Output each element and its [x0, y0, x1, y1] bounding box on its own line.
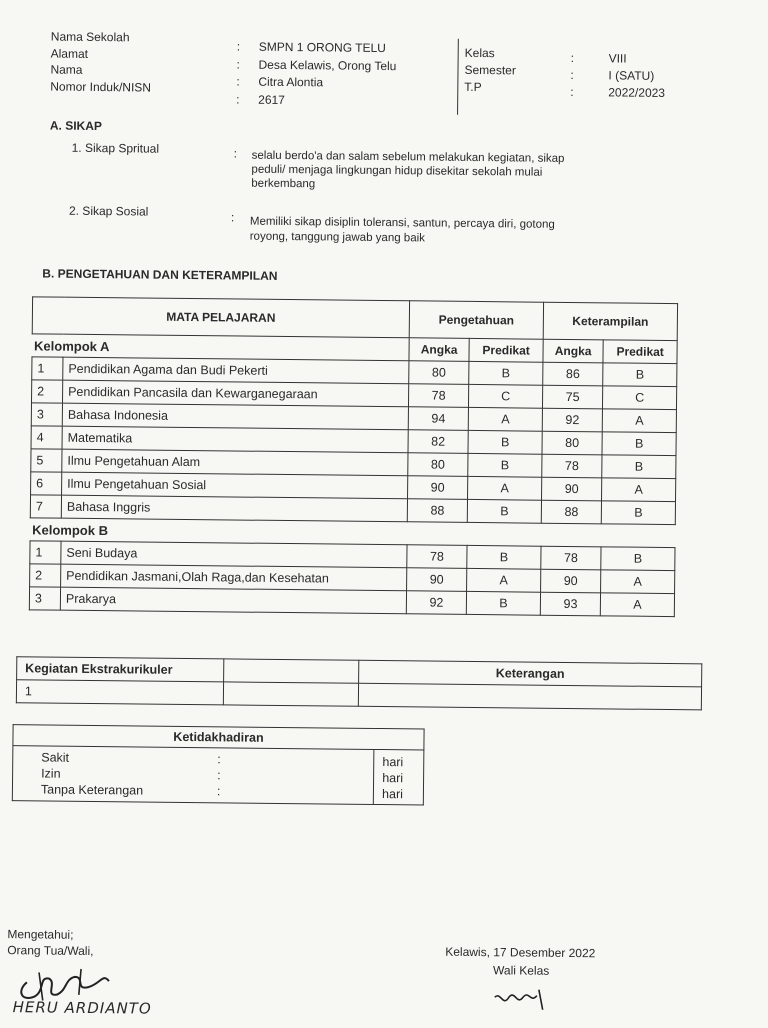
row-number: 1 — [30, 541, 61, 564]
subject-name: Pendidikan Jasmani,Olah Raga,dan Kesehatan — [61, 564, 407, 591]
row-number: 6 — [31, 472, 62, 495]
sikap-sosial-text — [250, 215, 555, 248]
pengetahuan-angka: 78 — [407, 545, 468, 569]
signature-role: Wali Kelas — [493, 963, 550, 978]
label-kelas: Kelas — [464, 45, 495, 61]
absen-label: Sakit — [41, 750, 70, 765]
col-angka: Angka — [543, 339, 604, 363]
sikap-sosial-label: 2. Sikap Sosial — [68, 203, 149, 219]
pengetahuan-angka: 90 — [406, 568, 467, 592]
pengetahuan-predikat: A — [468, 407, 542, 431]
class-values — [608, 50, 665, 102]
section-a-heading: A. SIKAP — [49, 118, 102, 134]
label-nisn: Nomor Induk/NISN — [50, 79, 152, 95]
keterampilan-angka: 80 — [542, 431, 603, 455]
keterampilan-angka: 88 — [541, 500, 602, 524]
keterampilan-angka: 86 — [543, 362, 604, 386]
keterampilan-predikat: A — [601, 593, 675, 617]
row-number: 3 — [31, 403, 62, 426]
keterampilan-predikat: B — [601, 501, 675, 525]
identity-labels — [50, 29, 151, 96]
colon: : — [217, 752, 221, 767]
group-a-rows — [30, 357, 677, 525]
ekstra-row-no: 1 — [16, 680, 223, 705]
label-nama-sekolah: Nama Sekolah — [50, 29, 130, 45]
value-kelas: VIII — [608, 51, 627, 66]
pengetahuan-predikat: B — [466, 591, 540, 615]
col-predikat: Predikat — [469, 338, 543, 362]
pengetahuan-predikat: B — [467, 499, 541, 523]
subject-name: Bahasa Indonesia — [62, 403, 408, 430]
row-number: 5 — [31, 449, 62, 472]
ekstra-table — [16, 656, 702, 710]
group-a-label: Kelompok A — [34, 337, 110, 354]
pengetahuan-angka: 78 — [408, 384, 469, 408]
keterampilan-predikat: A — [602, 478, 676, 502]
absen-label: Izin — [41, 766, 61, 781]
subject-name: Ilmu Pengetahuan Sosial — [62, 472, 408, 499]
colon: : — [570, 50, 575, 66]
keterampilan-angka: 75 — [542, 385, 603, 409]
keterampilan-angka: 90 — [541, 477, 602, 501]
row-number: 3 — [29, 587, 60, 610]
value-tp: 2022/2023 — [608, 85, 666, 100]
pengetahuan-predikat: A — [467, 568, 541, 592]
keterampilan-predikat: C — [603, 386, 677, 410]
pengetahuan-angka: 88 — [407, 499, 468, 523]
colon: : — [217, 768, 221, 783]
keterampilan-angka: 93 — [540, 592, 601, 616]
header-divider — [457, 39, 459, 115]
subject-name: Bahasa Inggris — [61, 495, 407, 522]
subject-name: Prakarya — [60, 587, 406, 614]
subject-name: Matematika — [62, 426, 408, 453]
keterampilan-predikat: A — [602, 409, 676, 433]
absen-colons — [197, 748, 374, 805]
col-pengetahuan: Pengetahuan — [409, 301, 543, 339]
group-b-rows — [29, 541, 675, 617]
pengetahuan-angka: 82 — [408, 430, 469, 454]
keterampilan-angka: 90 — [540, 569, 601, 593]
teacher-signature-icon — [487, 983, 567, 1016]
ekstra-empty-cell — [224, 659, 359, 683]
keterampilan-predikat: B — [602, 455, 676, 479]
section-b-heading: B. PENGETAHUAN DAN KETERAMPILAN — [42, 266, 278, 283]
label-tp: T.P — [464, 79, 482, 95]
keterampilan-predikat: B — [601, 547, 675, 571]
ekstra-heading: Kegiatan Ekstrakurikuler — [17, 657, 224, 682]
pengetahuan-angka: 92 — [406, 591, 467, 615]
col-keterampilan: Keterampilan — [543, 302, 677, 340]
subject-name: Pendidikan Pancasila dan Kewarganegaraan — [62, 380, 408, 407]
subject-name: Pendidikan Agama dan Budi Pekerti — [63, 357, 409, 384]
absen-labels — [12, 746, 197, 803]
ekstra-row-name — [223, 682, 358, 706]
colon: : — [233, 146, 238, 161]
keterampilan-angka: 78 — [542, 454, 603, 478]
value-nisn: 2617 — [258, 92, 285, 107]
pengetahuan-predikat: C — [469, 384, 543, 408]
row-number: 2 — [31, 380, 62, 403]
absen-label: Tanpa Keterangan — [40, 782, 144, 798]
absen-unit: hari — [382, 755, 404, 770]
keterampilan-angka: 78 — [541, 546, 602, 570]
absen-unit: hari — [382, 771, 404, 786]
row-number: 1 — [32, 357, 63, 380]
col-subject: MATA PELAJARAN — [32, 297, 409, 338]
text-line: Memiliki sikap disiplin toleransi, santun, percaya diri, gotong — [249, 215, 555, 231]
value-nama: Citra Alontia — [258, 74, 324, 90]
pengetahuan-predikat: B — [468, 453, 542, 477]
pengetahuan-predikat: B — [467, 545, 541, 569]
keterampilan-predikat: A — [601, 570, 675, 594]
sikap-spiritual-text — [251, 149, 564, 194]
pengetahuan-angka: 80 — [408, 453, 469, 477]
parent-name: HERU ARDIANTO — [12, 998, 152, 1018]
label-alamat: Alamat — [50, 46, 89, 61]
text-line: berkembang — [251, 177, 316, 191]
colon: : — [216, 784, 221, 799]
pengetahuan-predikat: B — [469, 361, 543, 385]
colon: : — [570, 84, 574, 100]
absen-heading: Ketidakhadiran — [13, 725, 424, 750]
subject-name: Ilmu Pengetahuan Alam — [62, 449, 408, 476]
absen-body-row — [12, 746, 424, 805]
colon: : — [236, 74, 240, 89]
label-semester: Semester — [464, 62, 516, 78]
keterampilan-predikat: B — [603, 363, 677, 387]
text-line: peduli/ menjaga lingkungan hidup disekitar sekolah mulai — [251, 163, 543, 179]
pengetahuan-predikat: B — [468, 430, 542, 454]
pengetahuan-angka: 90 — [407, 476, 468, 500]
colon: : — [236, 39, 241, 54]
signature-left-line2: Orang Tua/Wali, — [7, 943, 94, 959]
value-semester: I (SATU) — [608, 68, 655, 83]
ekstra-row-keterangan — [358, 683, 701, 710]
text-line: selalu berdo'a dan salam sebelum melakukan kegiatan, sikap — [251, 149, 565, 165]
pengetahuan-angka: 94 — [408, 407, 469, 431]
row-number: 4 — [31, 426, 62, 449]
signature-left-line1: Mengetahui; — [7, 927, 74, 942]
grades-table — [29, 296, 678, 617]
identity-values — [258, 39, 397, 110]
keterampilan-angka: 92 — [542, 408, 603, 432]
signature-date: Kelawis, 17 Desember 2022 — [445, 944, 596, 961]
col-angka: Angka — [409, 338, 470, 362]
absen-units — [373, 749, 424, 805]
identity-colons — [236, 38, 240, 108]
signature-left — [7, 926, 94, 959]
group-b-label: Kelompok B — [32, 521, 109, 538]
colon: : — [570, 67, 574, 83]
row-number: 7 — [30, 495, 61, 518]
class-labels — [464, 45, 516, 97]
colon: : — [236, 56, 240, 72]
absen-unit: hari — [382, 787, 403, 802]
value-nama-sekolah: SMPN 1 ORONG TELU — [258, 39, 386, 56]
absen-table — [12, 724, 425, 805]
subject-name: Seni Budaya — [61, 541, 407, 568]
row-number: 2 — [30, 564, 61, 587]
colon: : — [230, 210, 235, 225]
ekstra-col-keterangan: Keterangan — [359, 660, 702, 687]
pengetahuan-angka: 80 — [409, 361, 470, 385]
col-predikat: Predikat — [603, 340, 677, 364]
label-nama: Nama — [50, 62, 83, 77]
pengetahuan-predikat: A — [468, 476, 542, 500]
colon: : — [236, 91, 240, 107]
sikap-spiritual-label: 1. Sikap Spritual — [71, 140, 160, 156]
text-line: royong, tanggung jawab yang baik — [249, 230, 425, 245]
keterampilan-predikat: B — [602, 432, 676, 456]
class-colons — [570, 50, 574, 101]
value-alamat: Desa Kelawis, Orong Telu — [258, 57, 397, 73]
